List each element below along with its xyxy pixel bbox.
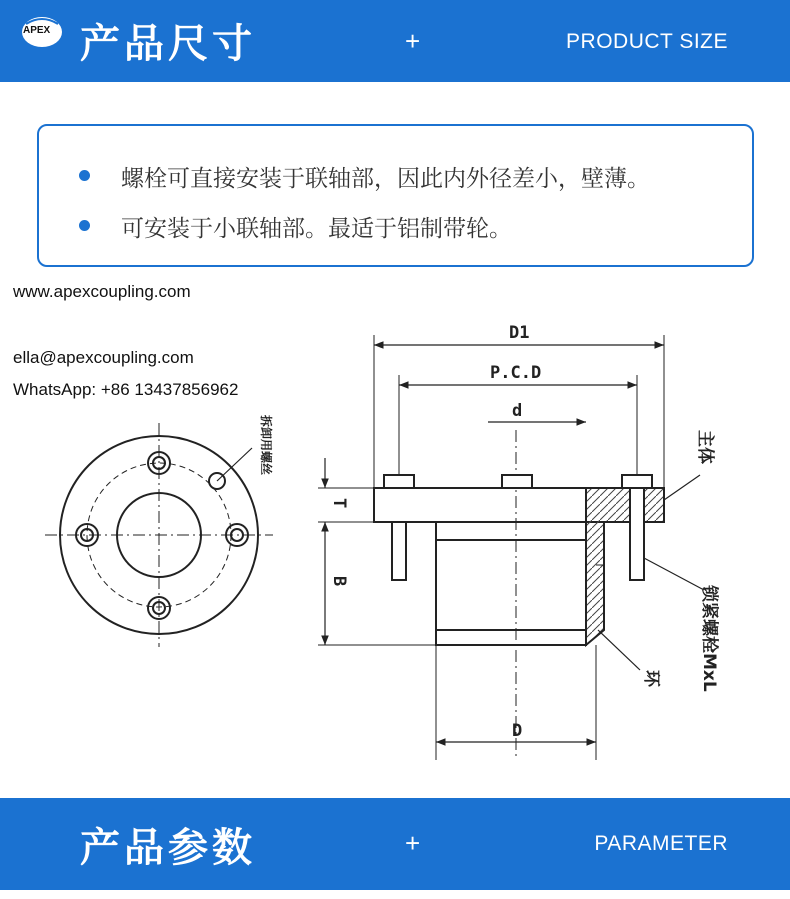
section-title-en: PRODUCT SIZE [566, 30, 728, 53]
footer-band [0, 798, 790, 890]
side-view [318, 335, 704, 760]
locking-bolt-label: 锁紧螺栓MxL [699, 585, 719, 692]
logo-text: APEX [23, 25, 51, 36]
ring-label: 环 [641, 670, 661, 687]
removal-thread-label: 拆卸用螺丝 [259, 415, 273, 476]
whatsapp-text: WhatsApp: +86 13437856962 [13, 380, 239, 399]
feature-text: 可安装于小联轴部。最适于铝制带轮。 [121, 216, 512, 242]
dim-label-d1: D1 [509, 323, 530, 343]
email-text: ella@apexcoupling.com [13, 348, 194, 367]
feature-text: 螺栓可直接安装于联轴部，因此内外径差小，壁薄。 [121, 166, 650, 192]
dim-label-t: T [329, 498, 349, 509]
plus-icon: + [405, 828, 421, 858]
dim-label-b: B [329, 576, 349, 587]
section-title-cn: 产品参数 [80, 825, 256, 871]
section-title-cn: 产品尺寸 [80, 21, 256, 67]
front-view [45, 423, 273, 647]
main-body-label: 主体 [695, 430, 715, 464]
dim-label-d: d [512, 401, 523, 421]
bolt-center [502, 475, 532, 488]
dim-label-pcd: P.C.D [490, 363, 542, 383]
website-text: www.apexcoupling.com [13, 282, 191, 301]
plus-icon: + [405, 26, 421, 56]
dim-label-D: D [512, 721, 523, 741]
section-title-en: PARAMETER [594, 832, 728, 855]
